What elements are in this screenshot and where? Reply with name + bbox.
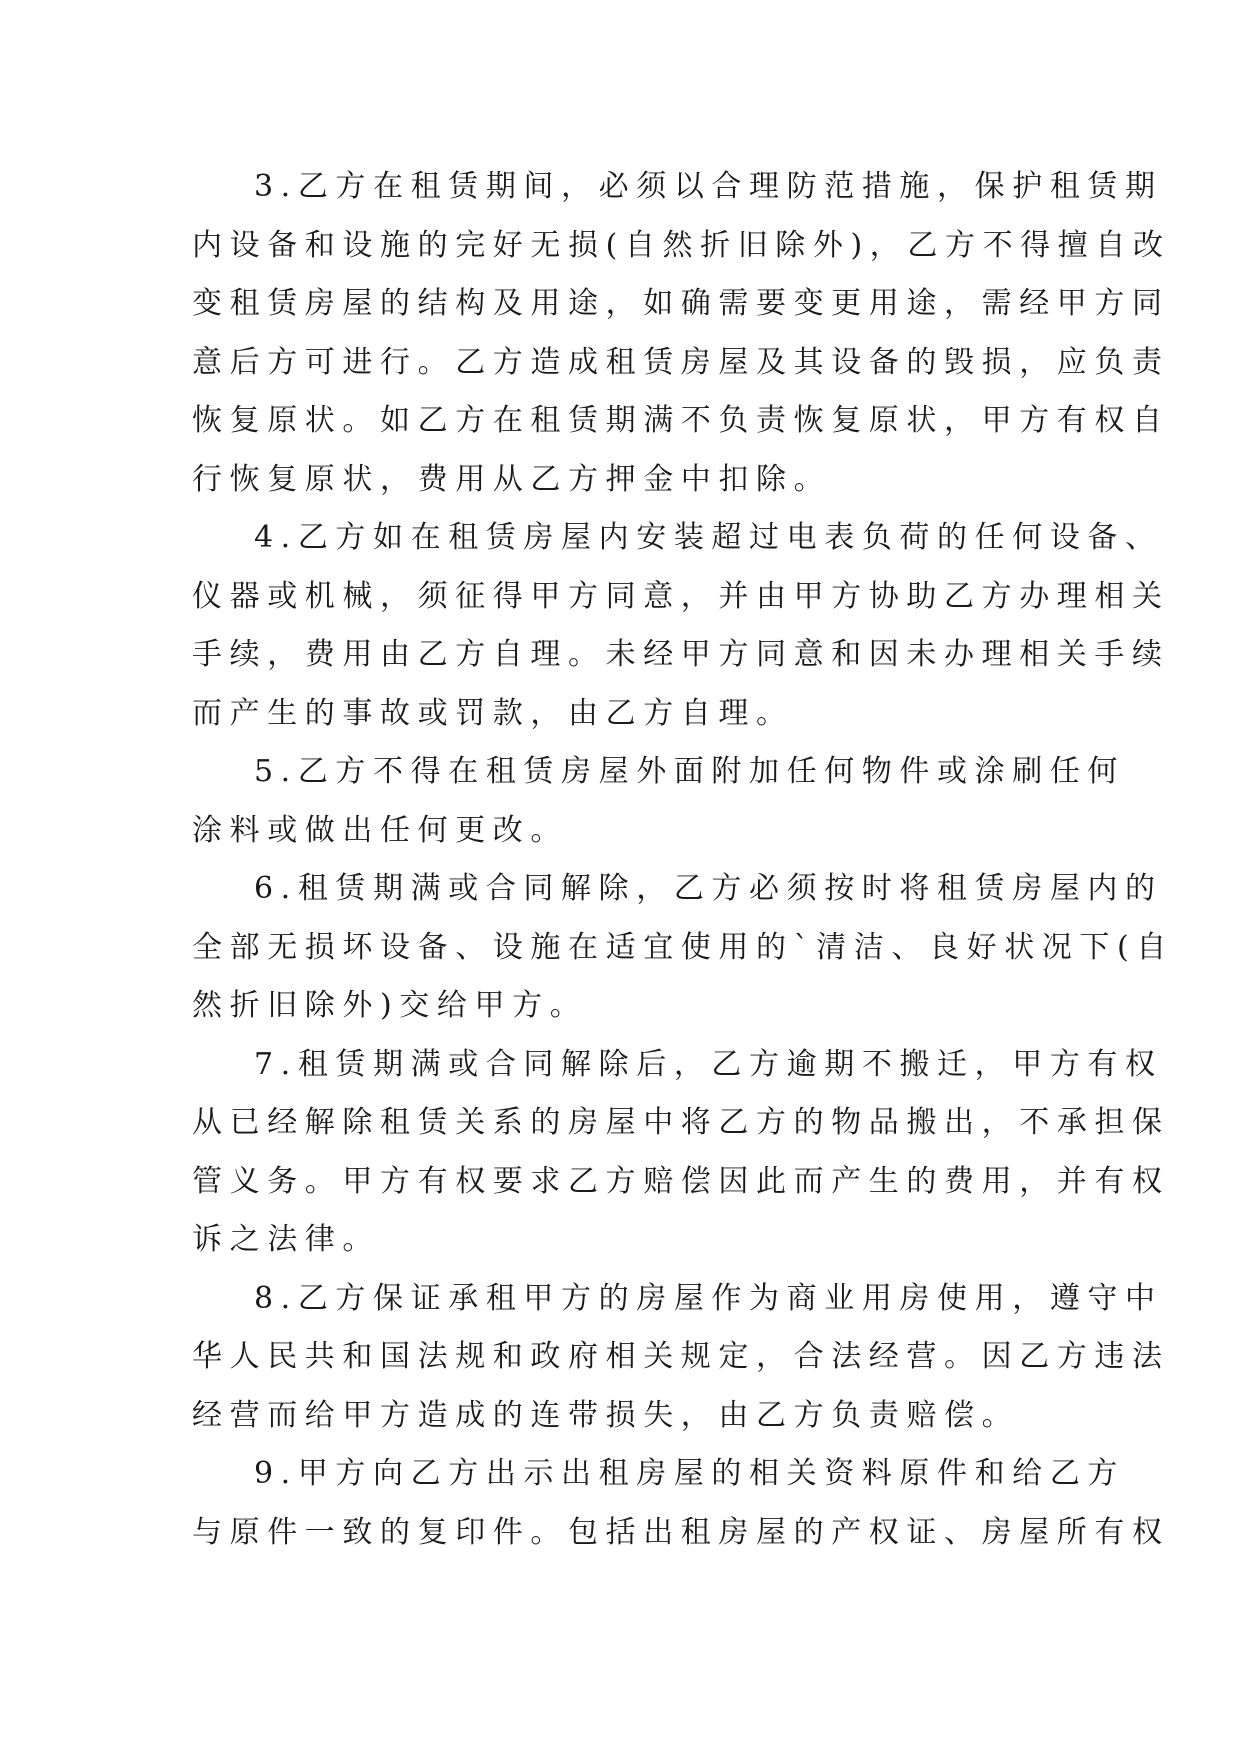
clause-4-line-3: 手续，费用由乙方自理。未经甲方同意和因未办理相关手续 xyxy=(192,637,1170,672)
clause-3-line-6: 行恢复原状，费用从乙方押金中扣除。 xyxy=(192,461,832,497)
clause-3-line-2: 内设备和设施的完好无损(自然折旧除外)，乙方不得擅自改 xyxy=(192,227,1171,263)
clause-8-line-1: 8.乙方保证承租甲方的房屋作为商业用房使用，遵守中 xyxy=(254,1280,1163,1316)
contract-text xyxy=(192,158,1174,1562)
clause-7-line-3: 管义务。甲方有权要求乙方赔偿因此而产生的费用，并有权 xyxy=(192,1163,1170,1199)
clause-4-line-4: 而产生的事故或罚款，由乙方自理。 xyxy=(192,695,794,731)
clause-6-line-1: 6.租赁期满或合同解除，乙方必须按时将租赁房屋内的 xyxy=(254,871,1163,906)
clause-7-line-2: 从已经解除租赁关系的房屋中将乙方的物品搬出，不承担保 xyxy=(192,1105,1170,1140)
clause-6-line-2: 全部无损坏设备、设施在适宜使用的`清洁、良好状况下(自 xyxy=(192,929,1174,965)
clause-7-line-4: 诉之法律。 xyxy=(192,1222,380,1257)
clause-5-line-2: 涂料或做出任何更改。 xyxy=(192,812,568,848)
clause-9-line-1: 9.甲方向乙方出示出租房屋的相关资料原件和给乙方 xyxy=(254,1456,1126,1491)
clause-8-line-2: 华人民共和国法规和政府相关规定，合法经营。因乙方违法 xyxy=(192,1339,1170,1374)
clause-3-line-1: 3.乙方在租赁期间，必须以合理防范措施，保护租赁期 xyxy=(254,169,1163,204)
clause-4-line-2: 仪器或机械，须征得甲方同意，并由甲方协助乙方办理相关 xyxy=(192,578,1170,614)
clause-3-line-3: 变租赁房屋的结构及用途，如确需要变更用途，需经甲方同 xyxy=(192,286,1170,321)
clause-9-line-2: 与原件一致的复印件。包括出租房屋的产权证、房屋所有权 xyxy=(192,1514,1170,1550)
clause-5-line-1: 5.乙方不得在租赁房屋外面附加任何物件或涂刷任何 xyxy=(254,754,1126,789)
clause-7-line-1: 7.租赁期满或合同解除后，乙方逾期不搬迁，甲方有权 xyxy=(254,1046,1163,1082)
clause-8-line-3: 经营而给甲方造成的连带损失，由乙方负责赔偿。 xyxy=(192,1397,1020,1433)
clause-3-line-4: 意后方可进行。乙方造成租赁房屋及其设备的毁损，应负责 xyxy=(192,344,1170,380)
clause-4-line-1: 4.乙方如在租赁房屋内安装超过电表负荷的任何设备、 xyxy=(254,520,1163,555)
clause-6-line-3: 然折旧除外)交给甲方。 xyxy=(192,988,588,1023)
clause-3-line-5: 恢复原状。如乙方在租赁期满不负责恢复原状，甲方有权自 xyxy=(192,403,1170,438)
